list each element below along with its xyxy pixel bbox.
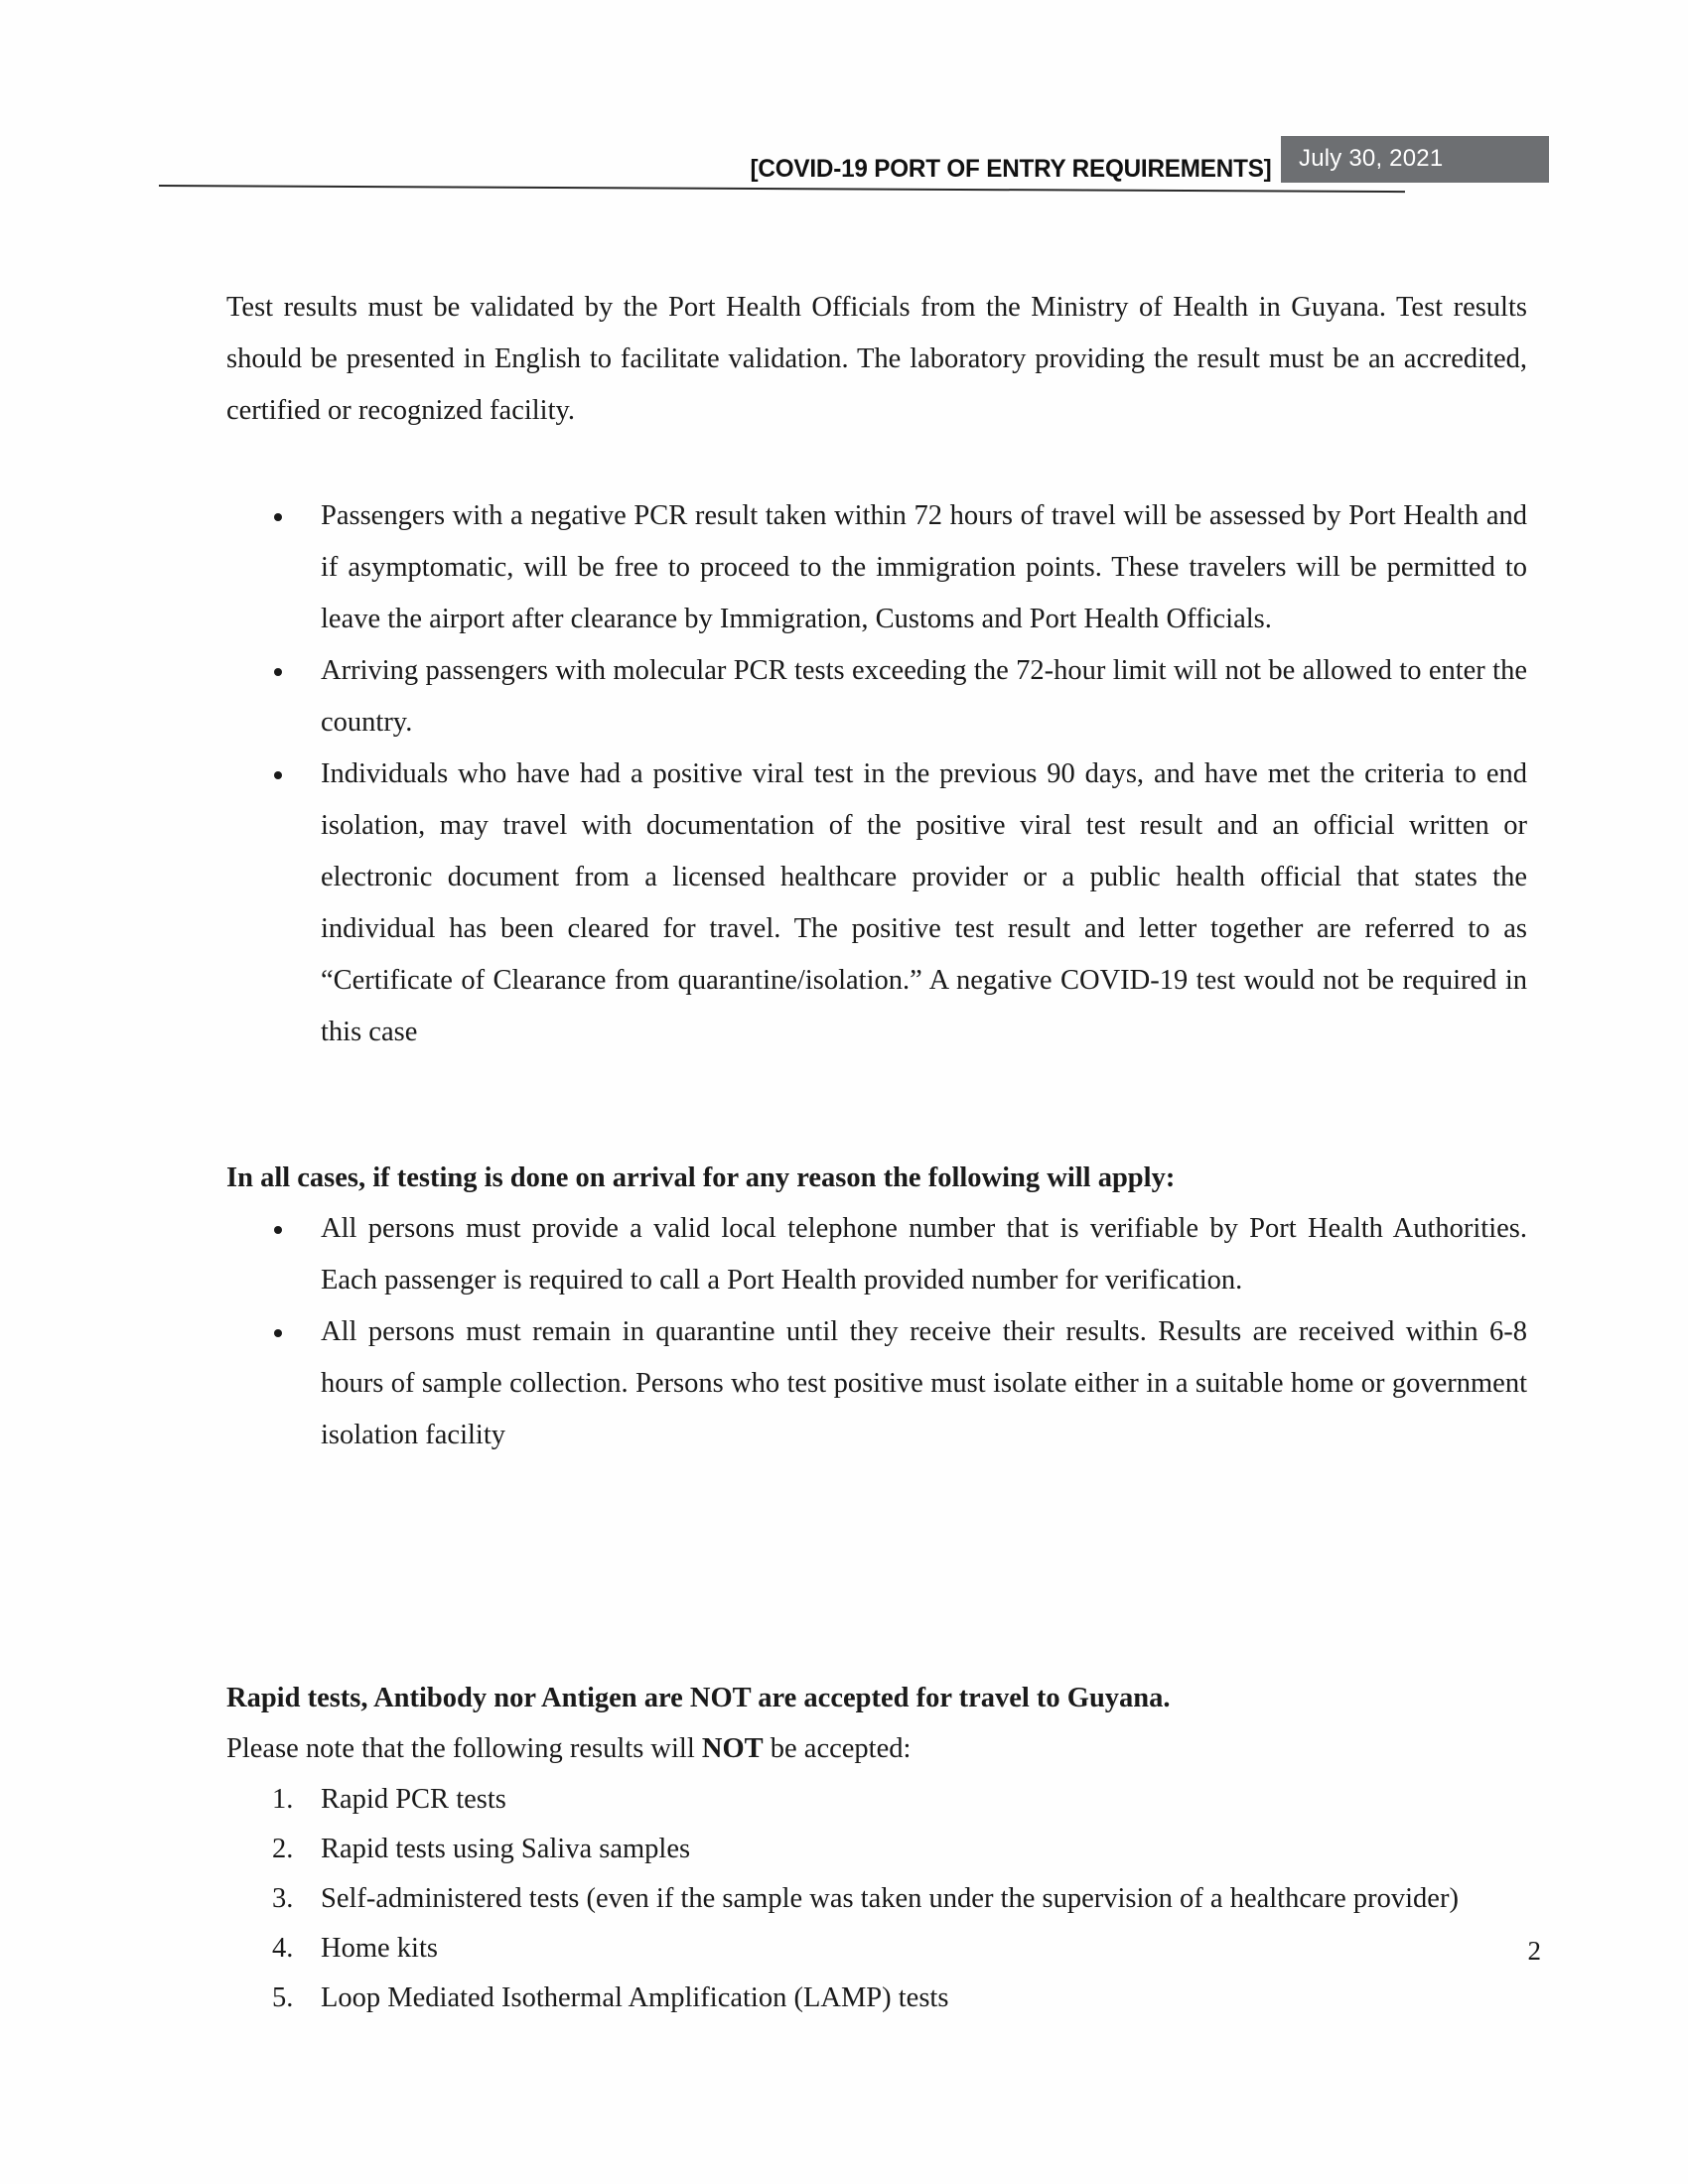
header-date-badge: July 30, 2021 (1281, 136, 1549, 183)
main-bullet-list (226, 490, 1527, 1058)
list-item: All persons must provide a valid local telephone number that is verifiable by Port Health Authorities. Each passenger is required to call a Port Health provided number for verification. (226, 1203, 1527, 1306)
list-item: Loop Mediated Isothermal Amplification (LAMP) tests (321, 1982, 949, 2013)
intro-paragraph: Test results must be validated by the Port Health Officials from the Ministry of Health in Guyana. Test results should be presented in English to facilitate validation. The laboratory providing the result must be an accredited, certified or recognized facility. (226, 292, 1527, 426)
note-suffix-text: be accepted: (763, 1733, 912, 1764)
rejected-tests-list (226, 1775, 1527, 2023)
header-title: [COVID-19 PORT OF ENTRY REQUIREMENTS] (750, 154, 1272, 183)
list-item: Individuals who have had a positive viral test in the previous 90 days, and have met the criteria to end isolation, may travel with documentation of the positive viral test result and an official written or electronic document from a licensed healthcare provider or a public health official that states the individual has been cleared for travel. The positive test result and letter together are referred to as “Certificate of Clearance from quarantine/isolation.” A negative COVID-19 test would not be required in this case (226, 749, 1527, 1058)
list-item: All persons must remain in quarantine until they receive their results. Results are received within 6-8 hours of sample collection. Persons who test positive must isolate either in a suitable home or government isolation facility (226, 1306, 1527, 1461)
note-bold-not: NOT (701, 1733, 764, 1764)
list-item: Self-administered tests (even if the sample was taken under the supervision of a healthcare provider) (321, 1883, 1459, 1914)
rapid-tests-note (226, 1723, 1527, 1775)
page-header (159, 137, 1549, 195)
list-item: Home kits (321, 1933, 438, 1964)
list-item: Rapid PCR tests (321, 1784, 506, 1815)
document-content (226, 282, 1527, 2023)
note-prefix-text: Please note that the following results will (226, 1733, 702, 1764)
arrival-bullet-list (226, 1203, 1527, 1461)
list-item: Rapid tests using Saliva samples (321, 1834, 691, 1864)
header-rule (159, 185, 1405, 193)
list-item: Passengers with a negative PCR result taken within 72 hours of travel will be assessed by Port Health and if asymptomatic, will be free to proceed to the immigration points. These travelers will be permitted to leave the airport after clearance by Immigration, Customs and Port Health Officials. (226, 490, 1527, 645)
list-item: Arriving passengers with molecular PCR tests exceeding the 72-hour limit will not be allowed to enter the country. (226, 645, 1527, 749)
rapid-tests-heading: Rapid tests, Antibody nor Antigen are NOT are accepted for travel to Guyana. (226, 1683, 1171, 1713)
arrival-section-heading: In all cases, if testing is done on arrival for any reason the following will apply: (226, 1162, 1176, 1193)
page-number: 2 (1527, 1936, 1541, 1966)
